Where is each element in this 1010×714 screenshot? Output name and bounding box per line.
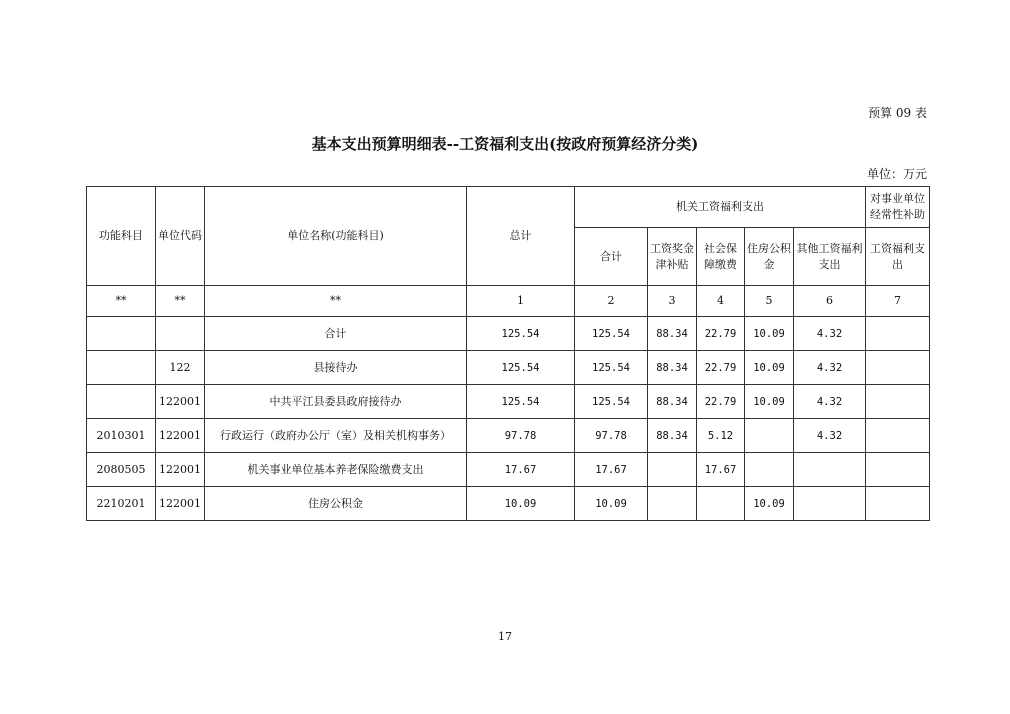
cell-b [866,453,930,487]
cell-salary [648,487,697,521]
budget-table [86,186,930,521]
form-number: 预算 09 表 [868,106,927,120]
cell-other [794,453,866,487]
cell-name: 县接待办 [205,351,467,385]
cell-housing: 10.09 [745,385,794,419]
subheader-other: 其他工资福利支出 [794,228,866,286]
cell-func: 2210201 [87,487,156,521]
cell-code: 122001 [156,419,205,453]
cell-other: 4.32 [794,385,866,419]
table-row [87,317,930,351]
cell-salary: 88.34 [648,317,697,351]
cell-salary: 88.34 [648,385,697,419]
cell-other: 4.32 [794,317,866,351]
cell-name: 中共平江县委县政府接待办 [205,385,467,419]
col-mark: 5 [745,286,794,317]
subheader-heji: 合计 [575,228,648,286]
cell-total: 125.54 [467,317,575,351]
col-mark: 7 [866,286,930,317]
table-row [87,453,930,487]
cell-social: 5.12 [697,419,745,453]
cell-housing [745,453,794,487]
cell-name: 住房公积金 [205,487,467,521]
table-row [87,419,930,453]
cell-heji: 17.67 [575,453,648,487]
cell-social: 22.79 [697,317,745,351]
cell-housing: 10.09 [745,487,794,521]
cell-total: 17.67 [467,453,575,487]
cell-b [866,317,930,351]
cell-other: 4.32 [794,351,866,385]
cell-b [866,385,930,419]
cell-social: 22.79 [697,351,745,385]
cell-func [87,317,156,351]
cell-b [866,419,930,453]
col-mark: 6 [794,286,866,317]
subheader-b: 工资福利支出 [866,228,930,286]
col-mark: ** [156,286,205,317]
page-title: 基本支出预算明细表--工资福利支出(按政府预算经济分类) [311,135,699,153]
page-number: 17 [498,630,512,643]
cell-total: 125.54 [467,385,575,419]
cell-code: 122001 [156,385,205,419]
cell-total: 97.78 [467,419,575,453]
cell-housing [745,419,794,453]
cell-heji: 125.54 [575,317,648,351]
cell-housing: 10.09 [745,351,794,385]
table-row [87,385,930,419]
subheader-housing: 住房公积金 [745,228,794,286]
subheader-salary: 工资奖金津补贴 [648,228,697,286]
cell-name: 行政运行（政府办公厅（室）及相关机构事务） [205,419,467,453]
col-mark: 2 [575,286,648,317]
cell-housing: 10.09 [745,317,794,351]
subheader-social: 社会保障缴费 [697,228,745,286]
cell-heji: 97.78 [575,419,648,453]
cell-name: 机关事业单位基本养老保险缴费支出 [205,453,467,487]
unit-label: 单位：万元 [866,167,927,181]
cell-social [697,487,745,521]
cell-salary: 88.34 [648,419,697,453]
header-group-a: 机关工资福利支出 [575,187,866,228]
col-mark: 4 [697,286,745,317]
col-mark: 3 [648,286,697,317]
header-func: 功能科目 [87,187,156,286]
header-unit-name: 单位名称(功能科目) [205,187,467,286]
cell-social: 22.79 [697,385,745,419]
cell-code: 122001 [156,487,205,521]
cell-heji: 125.54 [575,385,648,419]
header-row [87,187,930,228]
header-unit-code: 单位代码 [156,187,205,286]
column-index-row [87,286,930,317]
cell-func: 2080505 [87,453,156,487]
cell-func: 2010301 [87,419,156,453]
cell-other: 4.32 [794,419,866,453]
cell-name: 合计 [205,317,467,351]
cell-code [156,317,205,351]
header-group-b: 对事业单位经常性补助 [866,187,930,228]
cell-code: 122001 [156,453,205,487]
cell-func [87,385,156,419]
cell-salary [648,453,697,487]
table-row [87,351,930,385]
col-mark: ** [87,286,156,317]
header-total: 总计 [467,187,575,286]
cell-b [866,487,930,521]
table-row [87,487,930,521]
cell-func [87,351,156,385]
cell-total: 125.54 [467,351,575,385]
cell-salary: 88.34 [648,351,697,385]
cell-total: 10.09 [467,487,575,521]
col-mark: ** [205,286,467,317]
cell-code: 122 [156,351,205,385]
cell-other [794,487,866,521]
cell-heji: 10.09 [575,487,648,521]
cell-b [866,351,930,385]
cell-heji: 125.54 [575,351,648,385]
col-mark: 1 [467,286,575,317]
cell-social: 17.67 [697,453,745,487]
